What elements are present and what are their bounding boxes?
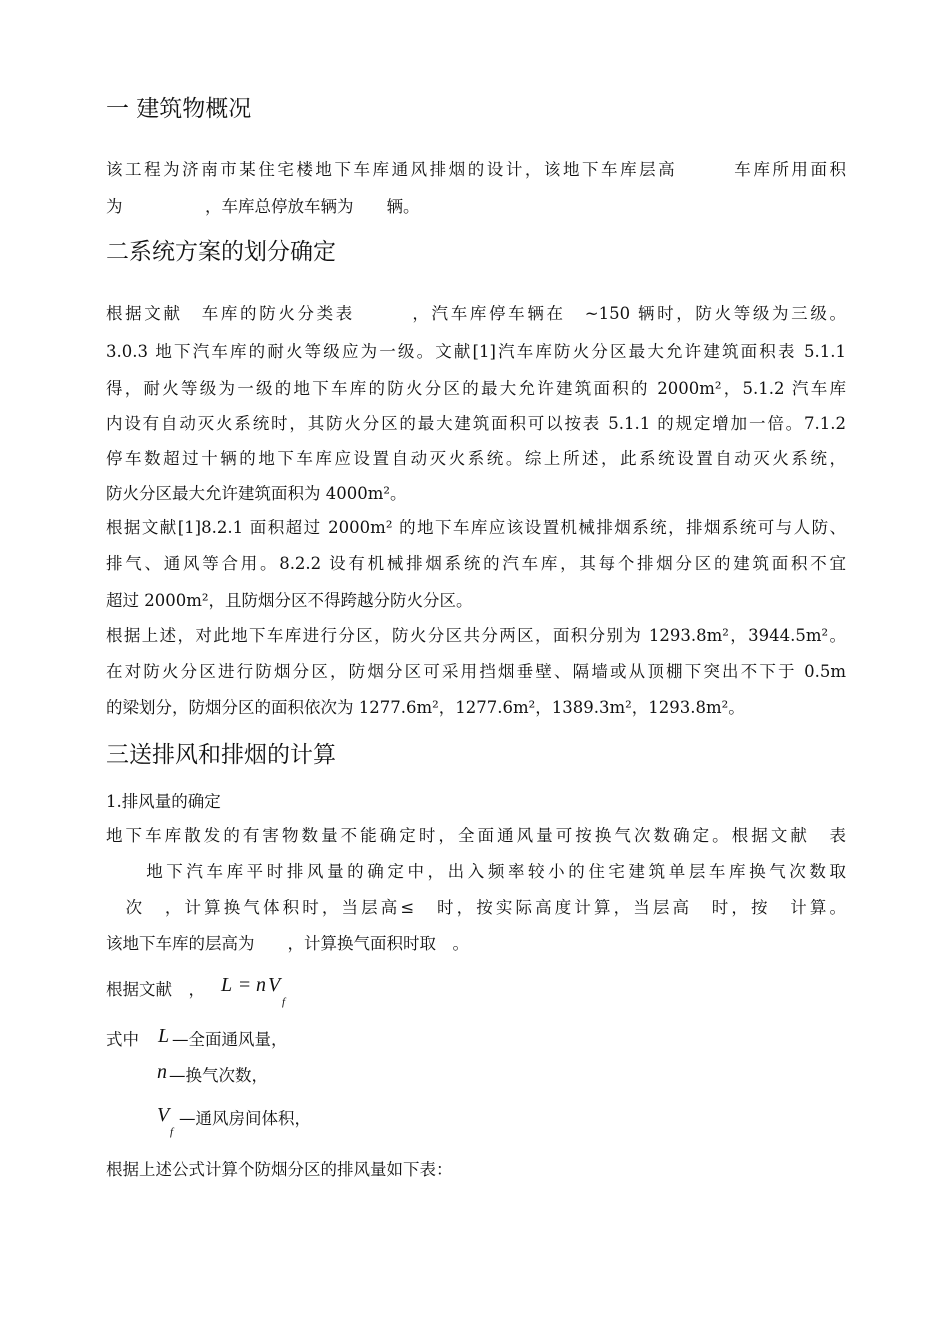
definition-text: —换气次数， — [169, 1066, 268, 1085]
subsection-heading: 1.排风量的确定 — [106, 792, 221, 811]
paragraph-line: 根据上述，对此地下车库进行分区，防火分区共分两区，面积分别为 1293.8m²，3944.5m²。 — [106, 626, 846, 645]
definition-text: —全面通风量， — [172, 1030, 288, 1049]
section-1-heading: 一 建筑物概况 — [106, 96, 252, 122]
paragraph-line: 次 ，计算换气体积时，当层高≤ 时，按实际高度计算，当层高 时，按 计算。 — [106, 898, 846, 917]
definition-symbol-n: n — [157, 1061, 167, 1083]
definition-subscript-f: f — [170, 1126, 174, 1138]
definition-n — [157, 1060, 457, 1090]
paragraph-line: 的梁划分，防烟分区的面积依次为 1277.6m²，1277.6m²，1389.3m²，1293.8m²。 — [106, 698, 745, 717]
paragraph-line: 停车数超过十辆的地下车库应设置自动灭火系统。综上所述，此系统设置自动灭火系统， — [106, 449, 846, 468]
paragraph-line: 根据文献 车库的防火分类表 ，汽车库停车辆在 ~150 辆时，防火等级为三级。 — [106, 304, 846, 323]
paragraph-line: 超过 2000m²，且防烟分区不得跨越分防火分区。 — [106, 591, 473, 610]
formula-symbol-L: L — [221, 974, 233, 996]
definition-text: —通风房间体积， — [179, 1109, 311, 1128]
where-label: 式中 — [106, 1030, 139, 1049]
paragraph-line: 排气、通风等合用。8.2.2 设有机械排烟系统的汽车库，其每个排烟分区的建筑面积不宜 — [106, 554, 846, 573]
formula-line — [106, 972, 506, 1012]
formula-equals: = — [234, 974, 256, 996]
paragraph-line: 根据文献[1]8.2.1 面积超过 2000m² 的地下车库应该设置机械排烟系统，排烟系统可与人防、 — [106, 518, 846, 537]
paragraph-line: 地下汽车库平时排风量的确定中，出入频率较小的住宅建筑单层车库换气次数取 — [106, 862, 846, 881]
section-2-heading: 二系统方案的划分确定 — [106, 239, 336, 265]
definition-Vf — [157, 1104, 457, 1144]
paragraph-line: 内设有自动灭火系统时，其防火分区的最大建筑面积可以按表 5.1.1 的规定增加一倍。7.1.2 — [106, 414, 846, 433]
definition-symbol-L: L — [158, 1025, 170, 1047]
paragraph-line: 防火分区最大允许建筑面积为 4000m²。 — [106, 484, 407, 503]
formula-symbol-n: n — [256, 974, 266, 996]
paragraph-line: 地下车库散发的有害物数量不能确定时，全面通风量可按换气次数确定。根据文献 表 — [106, 826, 846, 845]
paragraph-line: 该地下车库的层高为 ，计算换气面积时取 。 — [106, 934, 469, 953]
paragraph-line: 3.0.3 地下汽车库的耐火等级应为一级。文献[1]汽车库防火分区最大允许建筑面积表 5.1.1 — [106, 342, 846, 361]
paragraph-line: 为 ，车库总停放车辆为 辆。 — [106, 197, 420, 216]
paragraph-line: 在对防火分区进行防烟分区，防烟分区可采用挡烟垂壁、隔墙或从顶棚下突出不下于 0.5m — [106, 662, 846, 681]
definition-L — [106, 1024, 506, 1054]
definition-symbol-V: V — [157, 1104, 170, 1126]
section-3-heading: 三送排风和排烟的计算 — [106, 742, 336, 768]
paragraph-line: 该工程为济南市某住宅楼地下车库通风排烟的设计，该地下车库层高 车库所用面积 — [106, 160, 846, 179]
paragraph-line: 根据上述公式计算个防烟分区的排风量如下表： — [106, 1160, 453, 1179]
formula-subscript-f: f — [282, 996, 286, 1008]
paragraph-line: 得，耐火等级为一级的地下车库的防火分区的最大允许建筑面积的 2000m²，5.1.2 汽车库 — [106, 379, 846, 398]
formula-symbol-V: V — [268, 974, 281, 996]
formula-prefix: 根据文献 ， — [106, 980, 205, 999]
